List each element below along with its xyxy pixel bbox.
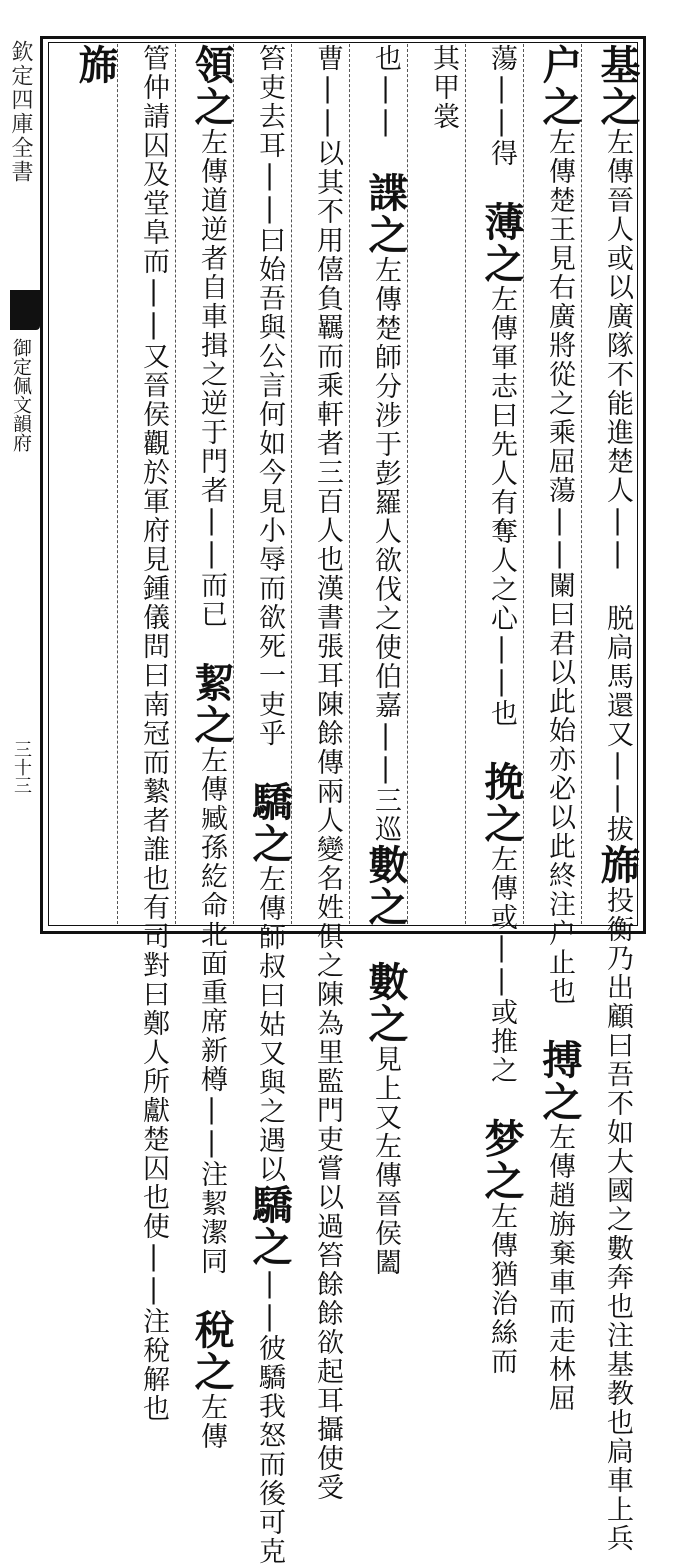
spine-page-number: 三十三 xyxy=(11,740,32,794)
headword: 基之 xyxy=(594,44,641,128)
text-column: 也|| 諜之左傳楚師分涉于彭羅人欲伐之使伯嘉||三巡數之 數之見上又左傳晉侯闔 xyxy=(362,44,409,1277)
column-divider xyxy=(175,44,176,924)
headword: 旆 xyxy=(72,44,119,86)
spine-header-text: 欽定四庫全書 xyxy=(8,40,33,184)
text-column: 笞吏去耳||曰始吾與公言何如今見小辱而欲死一吏乎 驕之左傳師叔曰姑又與之遇以驕之||彼驕我怒而後可克 xyxy=(246,44,293,1566)
text-column: 基之左傳晉人或以廣隊不能進楚人|| 脱扃馬還又||拔旆投衡乃出顧曰吾不如大國之數奔也注基教也扃車上兵 xyxy=(594,44,641,1553)
text-columns xyxy=(50,44,641,1566)
headword: 户之 xyxy=(536,44,583,128)
headword: 挽之 xyxy=(478,761,525,845)
text-column: 户之左傳楚王見右廣將從之乘屈蕩||闌曰君以此始亦必以此終注户止也 搏之左傳趙旃棄車而走林屈 xyxy=(536,44,583,1413)
headword: 搏之 xyxy=(536,1039,583,1123)
headword: 數之 xyxy=(362,961,409,1045)
spine-book-title: 御定佩文韻府 xyxy=(10,338,32,452)
column-divider xyxy=(233,44,234,924)
column-divider xyxy=(581,44,582,924)
headword: 驕之 xyxy=(246,1184,293,1268)
text-column: 曹||以其不用僖負羈而乘軒者三百人也漢書張耳陳餘傳兩人變名姓俱之陳為里監門吏嘗以過笞餘餘欲起耳攝使受 xyxy=(312,44,343,1502)
text-column: 蕩||得 薄之左傳軍志曰先人有奪人之心||也 挽之左傳或||或推之 梦之左傳猶治絲而 xyxy=(478,44,525,1376)
headword: 數之 xyxy=(362,844,409,928)
page-spine xyxy=(0,0,40,969)
text-column xyxy=(72,44,119,924)
headword: 領之 xyxy=(188,44,235,128)
column-divider xyxy=(465,44,466,924)
headword: 旆 xyxy=(594,844,641,886)
fishtail-mark xyxy=(10,290,40,330)
text-column: 領之左傳道逆者自車揖之逆于門者||而已 絜之左傳臧孫紇命北面重席新樽||注絜潔同 稅之左傳 xyxy=(188,44,235,1451)
headword: 絜之 xyxy=(188,662,235,746)
column-divider xyxy=(349,44,350,924)
headword: 稅之 xyxy=(188,1309,235,1393)
text-column: 管仲請囚及堂阜而||又晉侯觀於軍府見鍾儀問曰南冠而縶者誰也有司對曰鄭人所獻楚囚也使||注稅解也 xyxy=(138,44,169,1423)
headword: 梦之 xyxy=(478,1118,525,1202)
headword: 諜之 xyxy=(362,172,409,256)
text-column: 其甲裳 xyxy=(428,44,459,131)
headword: 驕之 xyxy=(246,781,293,865)
column-divider xyxy=(117,44,118,924)
headword: 薄之 xyxy=(478,201,525,285)
